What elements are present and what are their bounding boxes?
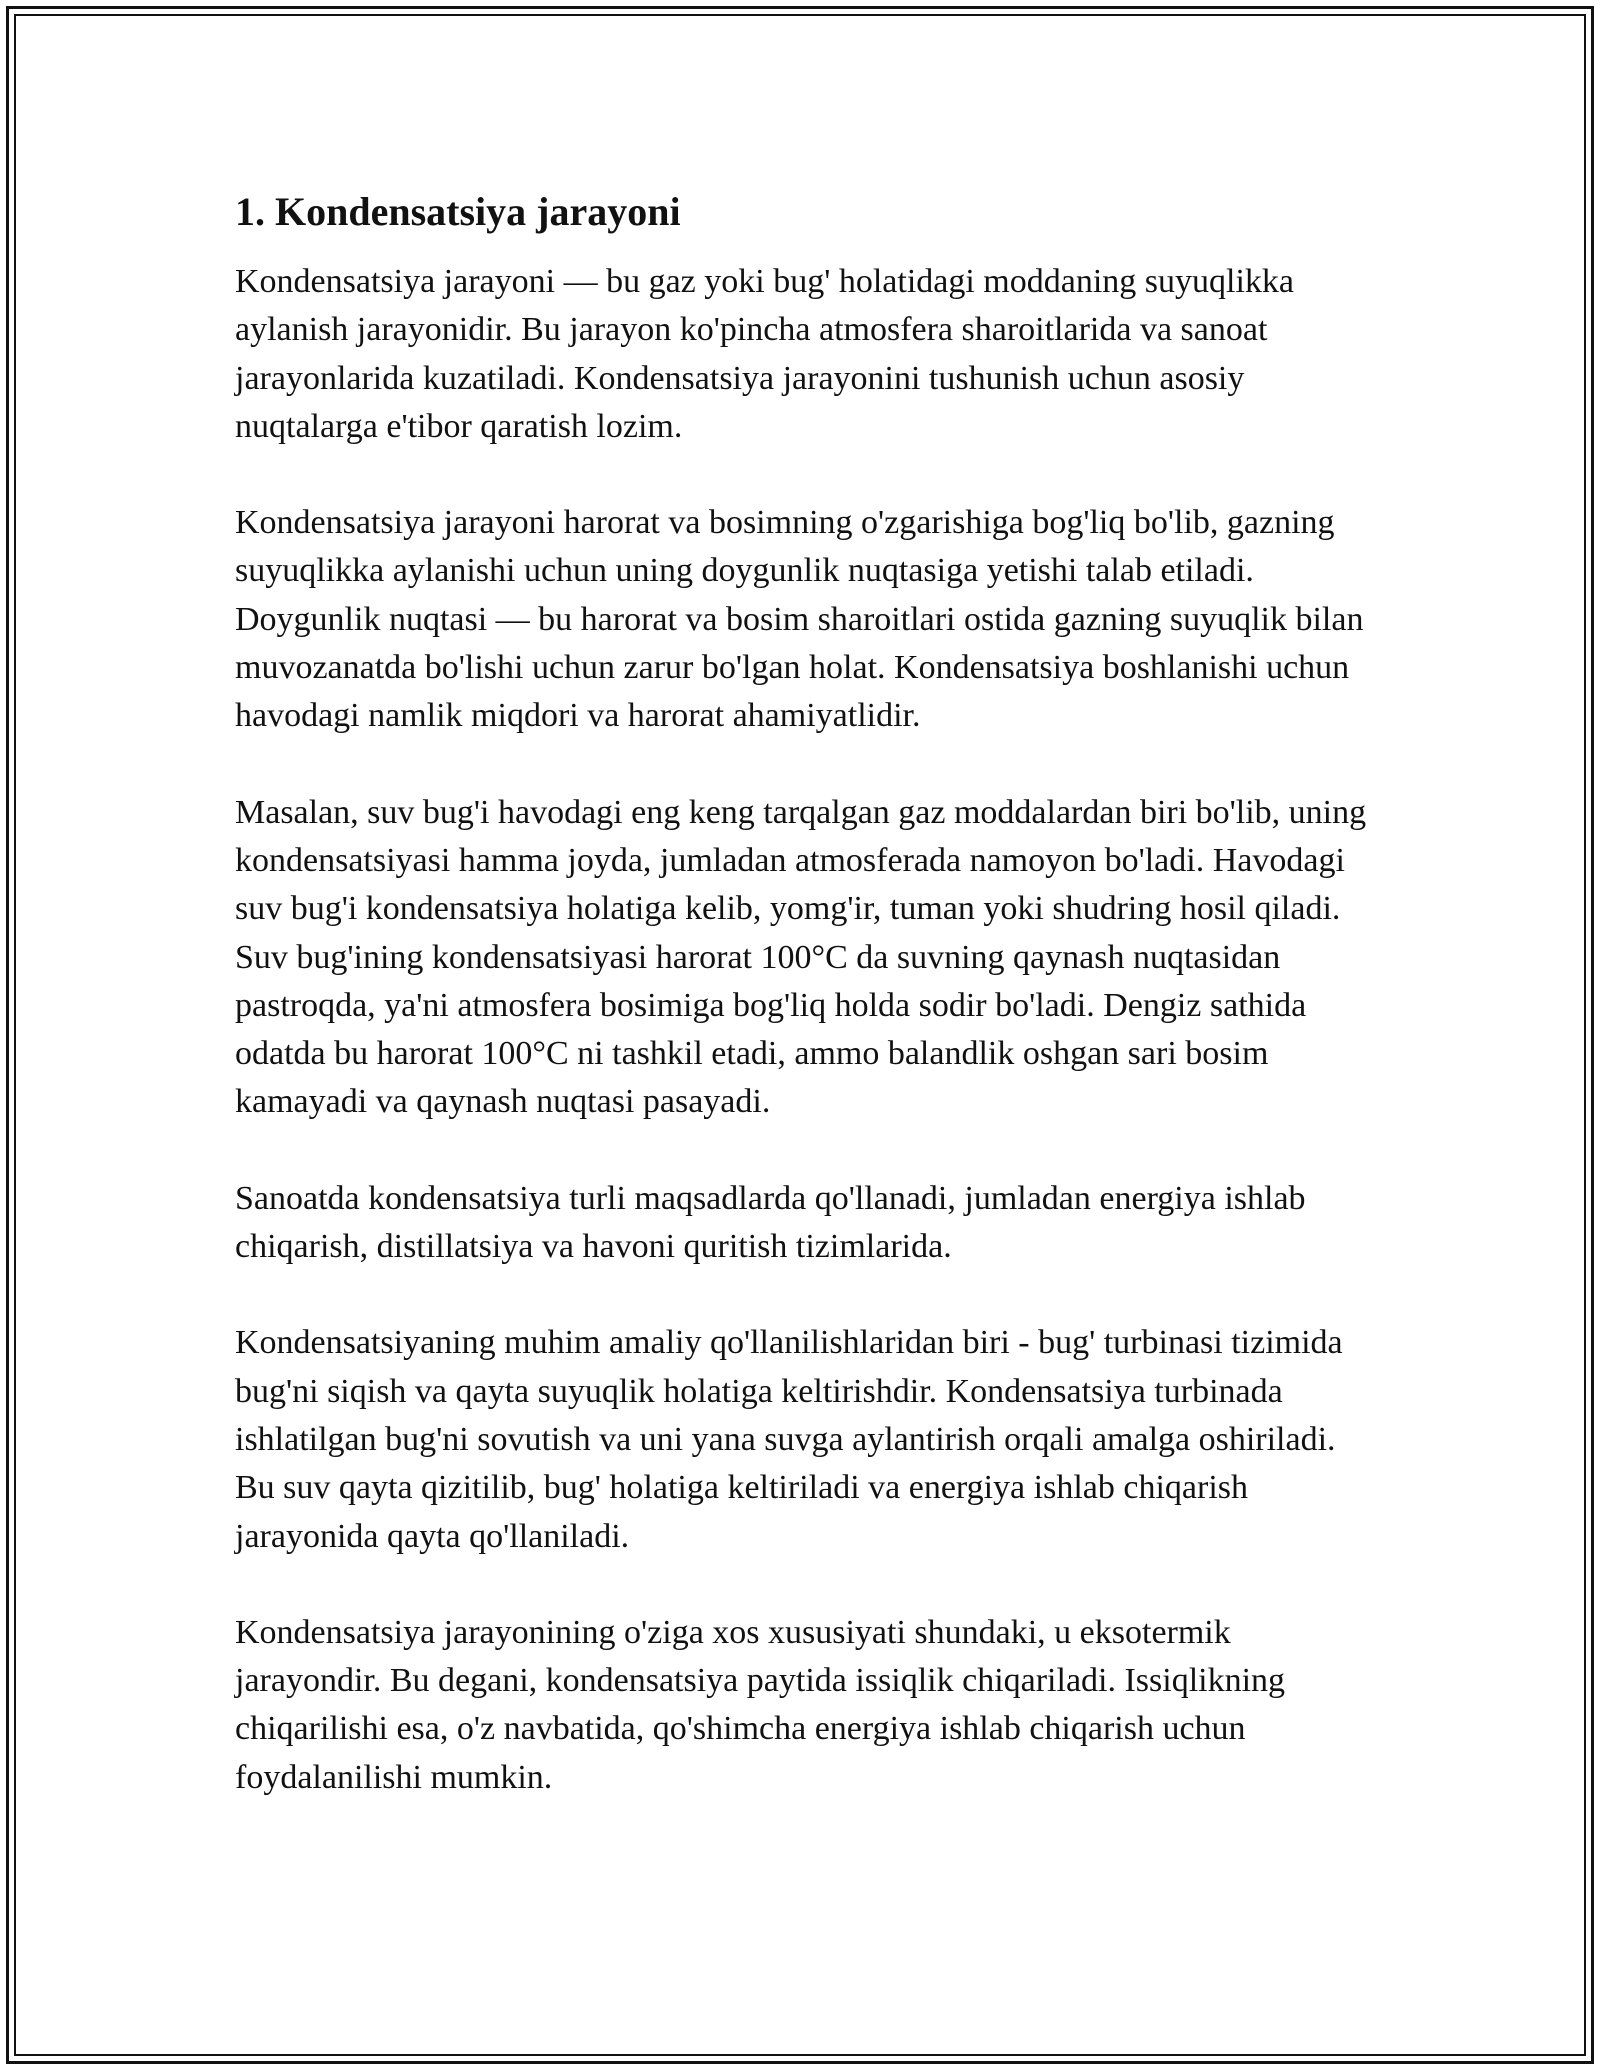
paragraph-6: Kondensatsiya jarayonining o'ziga xos xususiyati shundaki, u eksotermik jarayondir. Bu degani, kondensatsiya paytida issiqlik chiqariladi. Issiqlikning chiqarilishi esa, o'z navbatida, qo'shimcha energiya ishlab chiqarish uchun foydalanilishi mumkin. (235, 1613, 1286, 1796)
document-body (235, 186, 1375, 1850)
paragraph-2: Kondensatsiya jarayoni harorat va bosimning o'zgarishiga bog'liq bo'lib, gazning suyuqlikka aylanishi uchun uning doygunlik nuqtasiga yetishi talab etiladi. Doygunlik nuqtasi — bu harorat va bosim sharoitlari ostida gazning suyuqlik bilan muvozanatda bo'lishi uchun zarur bo'lgan holat. Kondensatsiya boshlanishi uchun havodagi namlik miqdori va harorat ahamiyatlidir. (235, 504, 1364, 735)
paragraph-4: Sanoatda kondensatsiya turli maqsadlarda qo'llanadi, jumladan energiya ishlab chiqarish, distillatsiya va havoni quritish tizimlarida. (235, 1179, 1306, 1266)
paragraph-1: Kondensatsiya jarayoni — bu gaz yoki bug' holatidagi moddaning suyuqlikka aylanish jarayonidir. Bu jarayon ko'pincha atmosfera sharoitlarida va sanoat jarayonlarida kuzatiladi. Kondensatsiya jarayonini tushunish uchun asosiy nuqtalarga e'tibor qaratish lozim. (235, 263, 1294, 445)
page-title: 1. Kondensatsiya jarayoni (235, 189, 681, 234)
paragraph-3: Masalan, suv bug'i havodagi eng keng tarqalgan gaz moddalardan biri bo'lib, uning kondensatsiyasi hamma joyda, jumladan atmosferada namoyon bo'ladi. Havodagi suv bug'i kondensatsiya holatiga kelib, yomg'ir, tuman yoki shudring hosil qiladi. Suv bug'ining kondensatsiyasi harorat 100°C da suvning qaynash nuqtasidan pastroqda, ya'ni atmosfera bosimiga bog'liq holda sodir bo'ladi. Dengiz sathida odatda bu harorat 100°C ni tashkil etadi, ammo balandlik oshgan sari bosim kamayadi va qaynash nuqtasi pasayadi. (235, 793, 1367, 1121)
paragraph-5: Kondensatsiyaning muhim amaliy qo'llanilishlaridan biri - bug' turbinasi tizimida bug'ni siqish va qayta suyuqlik holatiga keltirishdir. Kondensatsiya turbinada ishlatilgan bug'ni sovutish va uni yana suvga aylantirish orqali amalga oshiriladi. Bu suv qayta qizitilib, bug' holatiga keltiriladi va energiya ishlab chiqarish jarayonida qayta qo'llaniladi. (235, 1324, 1343, 1555)
